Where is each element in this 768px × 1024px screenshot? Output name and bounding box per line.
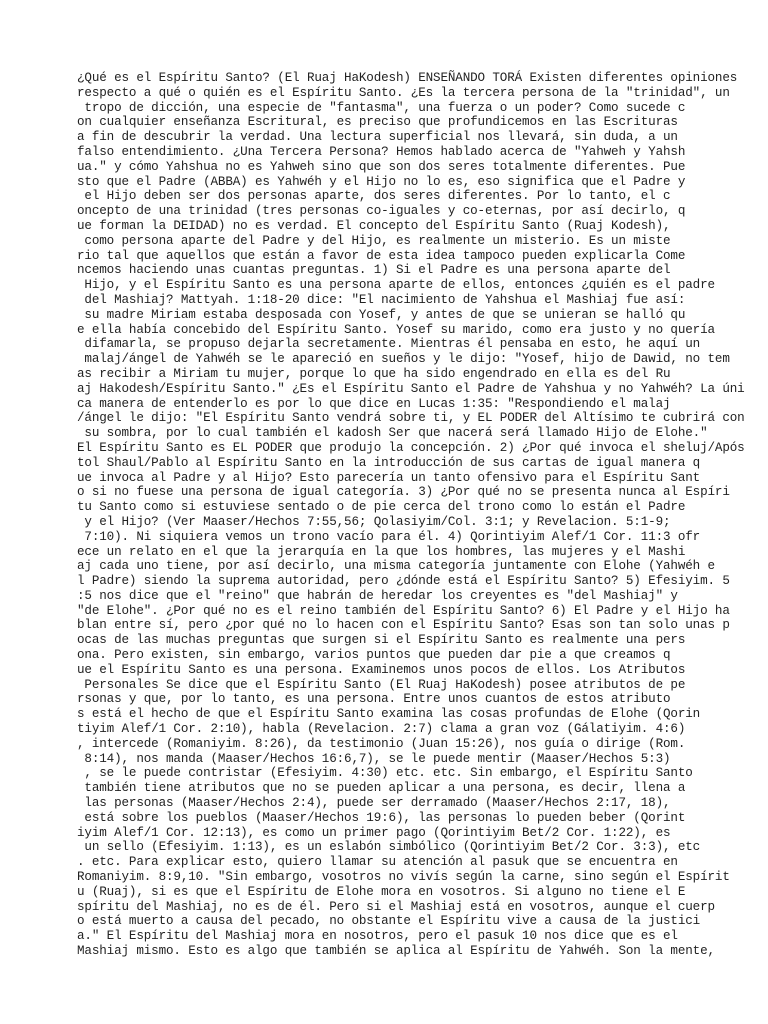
text-line: está sobre los pueblos (Maaser/Hechos 19:6), las personas lo pueden beber (Qorint xyxy=(77,810,686,825)
text-line: a fin de descubrir la verdad. Una lectura superficial nos llevará, sin duda, a un xyxy=(77,130,678,145)
text-line: ¿Qué es el Espíritu Santo? (El Ruaj HaKodesh) ENSEÑANDO TORÁ Existen diferentes opiniones xyxy=(77,71,738,85)
text-line: blan entre sí, pero ¿por qué no lo hacen con el Espíritu Santo? Esas son tan solo unas p xyxy=(77,618,730,633)
text-line: oncepto de una trinidad (tres personas co-iguales y co-eternas, por así decirlo, q xyxy=(77,204,686,219)
text-line: el Hijo deben ser dos personas aparte, dos seres diferentes. Por lo tanto, el c xyxy=(77,189,671,204)
text-line: , intercede (Romaniyim. 8:26), da testimonio (Juan 15:26), nos guía o dirige (Rom. xyxy=(77,736,686,751)
text-line: un sello (Efesiyim. 1:13), es un eslabón simbólico (Qorintiyim Bet/2 Cor. 3:3), etc xyxy=(77,840,701,855)
text-line: rio tal que aquellos que están a favor de esta idea tampoco pueden explicarla Come xyxy=(77,248,686,263)
text-line: a." El Espíritu del Mashiaj mora en nosotros, pero el pasuk 10 nos dice que es el xyxy=(77,929,678,944)
text-line: ona. Pero existen, sin embargo, varios puntos que pueden dar pie a que creamos q xyxy=(77,648,671,663)
text-line: Mashiaj mismo. Esto es algo que también se aplica al Espíritu de Yahwéh. Son la mente, xyxy=(77,944,715,959)
text-line: . etc. Para explicar esto, quiero llamar su atención al pasuk que se encuentra en xyxy=(77,855,678,870)
text-line: ue invoca al Padre y al Hijo? Esto parecería un tanto ofensivo para el Espíritu Sant xyxy=(77,470,701,485)
text-line: tropo de dicción, una especie de "fantasma", una fuerza o un poder? Como sucede c xyxy=(77,100,686,115)
text-line: tiyim Alef/1 Cor. 2:10), habla (Revelacion. 2:7) clama a gran voz (Gálatiyim. 4:6) xyxy=(77,722,686,737)
text-line: as recibir a Miriam tu mujer, porque lo que ha sido engendrado en ella es del Ru xyxy=(77,366,671,381)
text-line: rsonas y que, por lo tanto, es una persona. Entre unos cuantos de estos atributo xyxy=(77,692,671,707)
text-line: su sombra, por lo cual también el kadosh Ser que nacerá será llamado Hijo de Elohe." xyxy=(77,426,708,441)
text-line: del Mashiaj? Mattyah. 1:18-20 dice: "El nacimiento de Yahshua el Mashiaj fue así: xyxy=(77,292,686,307)
text-line: on cualquier enseñanza Escritural, es preciso que profundicemos en las Escrituras xyxy=(77,115,678,130)
text-line: sto que el Padre (ABBA) es Yahwéh y el Hijo no lo es, eso significa que el Padre y xyxy=(77,174,686,189)
text-line: malaj/ángel de Yahwéh se le apareció en sueños y le dijo: "Yosef, hijo de Dawid, no tem xyxy=(77,352,730,367)
text-line: tu Santo como si estuviese sentado o de pie cerca del trono como lo están el Padre xyxy=(77,500,686,515)
text-line: aj cada uno tiene, por así decirlo, una misma categoría juntamente con Elohe (Yahwéh e xyxy=(77,559,715,574)
document-body-text xyxy=(77,71,767,959)
text-line: ue forman la DEIDAD) no es verdad. El concepto del Espíritu Santo (Ruaj Kodesh), xyxy=(77,218,671,233)
text-line: las personas (Maaser/Hechos 2:4), puede ser derramado (Maaser/Hechos 2:17, 18), xyxy=(77,796,671,811)
text-line: Personales Se dice que el Espíritu Santo (El Ruaj HaKodesh) posee atributos de pe xyxy=(77,677,686,692)
text-line: o si no fuese una persona de igual categoría. 3) ¿Por qué no se presenta nunca al Espíri xyxy=(77,485,730,500)
text-line: 8:14), nos manda (Maaser/Hechos 16:6,7), se le puede mentir (Maaser/Hechos 5:3) xyxy=(77,751,671,766)
text-line: Hijo, y el Espíritu Santo es una persona aparte de ellos, entonces ¿quién es el padre xyxy=(77,278,715,293)
text-line: ncemos haciendo unas cuantas preguntas. 1) Si el Padre es una persona aparte del xyxy=(77,263,671,278)
text-line: :5 nos dice que el "reino" que habrán de heredar los creyentes es "del Mashiaj" y xyxy=(77,588,678,603)
text-line: difamarla, se propuso dejarla secretamente. Mientras él pensaba en esto, he aquí un xyxy=(77,337,701,352)
text-line: "de Elohe". ¿Por qué no es el reino también del Espíritu Santo? 6) El Padre y el Hijo ha xyxy=(77,603,730,618)
text-line: ocas de las muchas preguntas que surgen si el Espíritu Santo es realmente una pers xyxy=(77,633,686,648)
text-line: s está el hecho de que el Espíritu Santo examina las cosas profundas de Elohe (Qorin xyxy=(77,707,701,722)
text-line: o está muerto a causa del pecado, no obstante el Espíritu vive a causa de la justici xyxy=(77,914,701,929)
text-line: falso entendimiento. ¿Una Tercera Persona? Hemos hablado acerca de "Yahweh y Yahsh xyxy=(77,144,686,159)
text-line: , se le puede contristar (Efesiyim. 4:30) etc. etc. Sin embargo, el Espíritu Santo xyxy=(77,766,693,781)
text-line: /ángel le dijo: "El Espíritu Santo vendrá sobre ti, y EL PODER del Altísimo te cubrirá con xyxy=(77,411,745,426)
text-line: e ella había concebido del Espíritu Santo. Yosef su marido, como era justo y no quería xyxy=(77,322,715,337)
text-line: también tiene atributos que no se pueden aplicar a una persona, es decir, llena a xyxy=(77,781,686,796)
text-line: 7:10). Ni siquiera vemos un trono vacío para él. 4) Qorintiyim Alef/1 Cor. 11:3 ofr xyxy=(77,529,701,544)
text-line: y el Hijo? (Ver Maaser/Hechos 7:55,56; Qolasiyim/Col. 3:1; y Revelacion. 5:1-9; xyxy=(77,514,671,529)
text-line: ca manera de entenderlo es por lo que dice en Lucas 1:35: "Respondiendo el malaj xyxy=(77,396,671,411)
text-line: tol Shaul/Pablo al Espíritu Santo en la introducción de sus cartas de igual manera q xyxy=(77,455,701,470)
text-line: como persona aparte del Padre y del Hijo, es realmente un misterio. Es un miste xyxy=(77,233,671,248)
text-line: u (Ruaj), si es que el Espíritu de Elohe mora en vosotros. Si alguno no tiene el E xyxy=(77,884,686,899)
text-line: ece un relato en el que la jerarquía en la que los hombres, las mujeres y el Mashi xyxy=(77,544,686,559)
text-line: El Espíritu Santo es EL PODER que produjo la concepción. 2) ¿Por qué invoca el sheluj/Após xyxy=(77,440,745,455)
text-line: su madre Miriam estaba desposada con Yosef, y antes de que se unieran se halló qu xyxy=(77,307,686,322)
text-line: iyim Alef/1 Cor. 12:13), es como un primer pago (Qorintiyim Bet/2 Cor. 1:22), es xyxy=(77,825,671,840)
text-line: respecto a qué o quién es el Espíritu Santo. ¿Es la tercera persona de la "trinidad", un xyxy=(77,85,730,100)
text-line: ua." y cómo Yahshua no es Yahweh sino que son dos seres totalmente diferentes. Pue xyxy=(77,159,686,174)
text-line: l Padre) siendo la suprema autoridad, pero ¿dónde está el Espíritu Santo? 5) Efesiyim. 5 xyxy=(77,574,730,589)
text-line: ue el Espíritu Santo es una persona. Examinemos unos pocos de ellos. Los Atributos xyxy=(77,662,686,677)
text-line: Romaniyim. 8:9,10. "Sin embargo, vosotros no vivís según la carne, sino según el Espírit xyxy=(77,870,730,885)
text-line: spíritu del Mashiaj, no es de él. Pero si el Mashiaj está en vosotros, aunque el cuerp xyxy=(77,899,715,914)
text-line: aj Hakodesh/Espíritu Santo." ¿Es el Espíritu Santo el Padre de Yahshua y no Yahwéh? La úni xyxy=(77,381,745,396)
